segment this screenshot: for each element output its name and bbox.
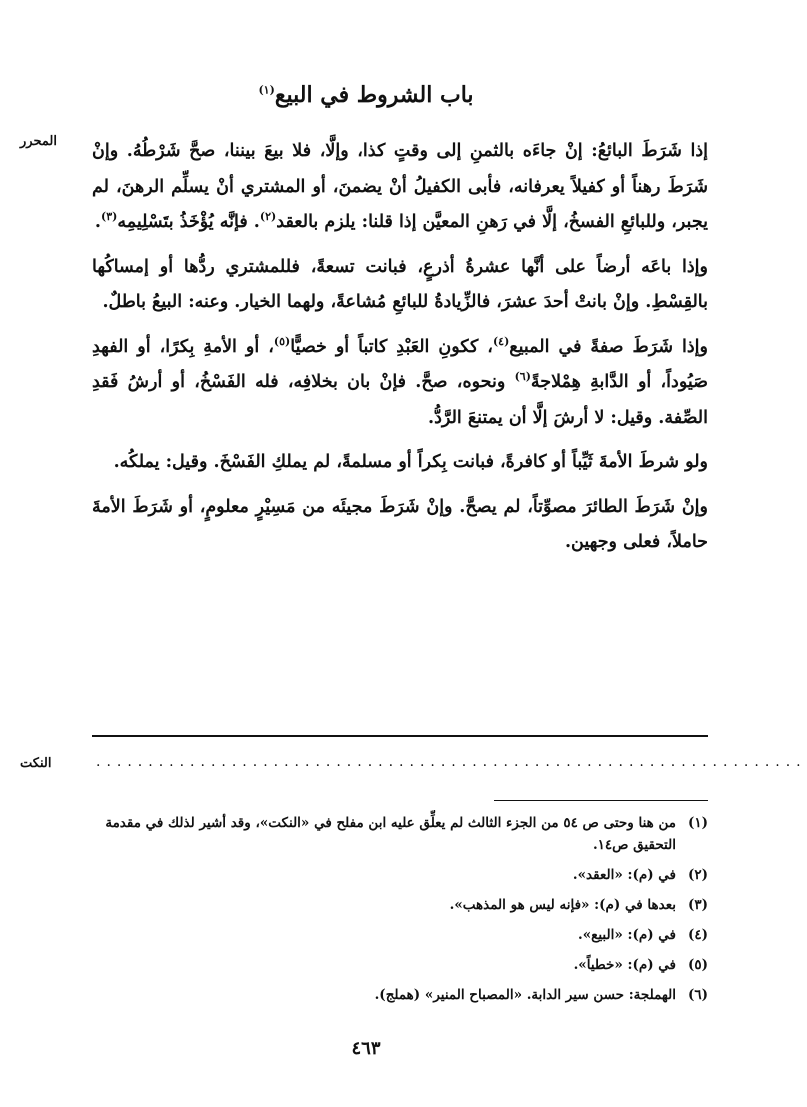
footnote-ref-3: (٣) bbox=[100, 210, 118, 224]
footnote-item bbox=[80, 864, 708, 886]
footnote-number: (١) bbox=[687, 815, 708, 831]
footnote-number: (٣) bbox=[687, 897, 708, 913]
paragraph-1-text-b: . فإنَّه يُؤْخَذُ بتَسْلِيمِه bbox=[117, 212, 260, 232]
footnote-number: (٤) bbox=[687, 927, 708, 943]
footnote-ref-4: (٤) bbox=[492, 334, 510, 348]
footnote-item bbox=[80, 894, 708, 916]
footnote-text: بعدها في (م): «فإنه ليس هو المذهب». bbox=[449, 897, 676, 913]
paragraph-3-text-b: ، ككونِ العَبْدِ كاتباً أو خصيًّا bbox=[290, 336, 493, 357]
footnote-text: في (م): «خطياً». bbox=[573, 957, 676, 973]
paragraph-4: ولو شرطَ الأمةَ ثَيِّباً أو كافرةً، فبانت بِكراً أو مسلمةً، لم يملكِ الفَسْخَ. وقيل: يملكُه. bbox=[113, 452, 708, 472]
paragraph-5: وإنْ شَرَطَ الطائرَ مصوِّتاً، لم يصحَّ. وإنْ شَرَطَ مجيئَه من مَسِيْرٍ معلومٍ، أو شَرَطَ الأمةَ حاملاً، فعلى وجهين. bbox=[92, 496, 708, 552]
footnotes bbox=[80, 812, 708, 1014]
page-number: ٤٦٣ bbox=[351, 1038, 381, 1059]
footnote-ref-6: (٦) bbox=[514, 370, 531, 384]
footnote-item bbox=[80, 924, 708, 946]
footnote-number: (٦) bbox=[687, 987, 708, 1003]
nukat-dotted-line: .................................................................... bbox=[96, 754, 807, 770]
main-text bbox=[92, 134, 708, 570]
paragraph-1-text-a: إذا شَرَطَ البائعُ: إنْ جاءَه بالثمنِ إلى وقتٍ كذا، وإلَّا، فلا بيعَ بيننا، صحَّ شَرْطُهُ. وإنْ شَرَطَ رهناً أو كفيلاً يعرفانه، فأبى الكفيلُ أنْ يضمنَ، أو المشتري أنْ يسلِّم الرهنَ، لم يجبر، وللبائعِ الفسخُ، إلَّا في رَهنِ المعيَّن إذا قلنا: يلزم بالعقد bbox=[92, 141, 708, 232]
paragraph-1 bbox=[92, 134, 708, 241]
paragraph-3 bbox=[92, 330, 708, 437]
paragraph-1-text-c: . bbox=[94, 212, 101, 232]
footnote-text: من هنا وحتى ص ٥٤ من الجزء الثالث لم يعلِّق عليه ابن مفلح في «النكت»، وقد أشير لذلك في مقدمة التحقيق ص١٤. bbox=[105, 815, 676, 853]
chapter-title bbox=[80, 82, 652, 108]
paragraph-3-text-c: ، أو الأمةِ بِكرًا، أو الفهدِ صَيُوداً، أو الدَّابةِ هِمْلاجةً bbox=[92, 336, 709, 392]
paragraph-3-text-d: ونحوه، صحَّ. فإنْ بان بخلافِه، فله الفَسْخُ، أو أرشُ فَقدِ الصِّفة. وقيل: لا أرشَ إلَّا أن يمتنعَ الرَّدُّ. bbox=[92, 372, 708, 428]
footnote-text: في (م): «العقد». bbox=[572, 867, 676, 883]
paragraph-2: وإذا باعَه أرضاً على أنَّها عشرةُ أذرعٍ، فبانت تسعةً، فللمشتري ردُّها أو إمساكُها بالقِسْطِ. وإنْ بانتْ أحدَ عشرَ، فالزِّيادةُ للبائعِ مُشاعةً، ولهما الخيار. وعنه: البيعُ باطلٌ. bbox=[92, 256, 708, 312]
footnote-text: الهملجة: حسن سير الدابة. «المصباح المنير» (هملج). bbox=[374, 987, 676, 1003]
footnote-item bbox=[80, 954, 708, 976]
footnote-ref-2: (٢) bbox=[259, 210, 277, 224]
chapter-title-footnote-ref: (١) bbox=[258, 83, 275, 97]
section-divider bbox=[92, 735, 708, 737]
footnote-item bbox=[80, 984, 708, 1006]
footnote-ref-5: (٥) bbox=[273, 334, 291, 348]
paragraph-3-text-a: وإذا شَرَطَ صفةً في المبيع bbox=[509, 336, 708, 357]
footnote-number: (٢) bbox=[687, 867, 708, 883]
side-label-nukat: النكت bbox=[20, 756, 52, 771]
footnote-number: (٥) bbox=[687, 957, 708, 973]
side-label-muharrar: المحرر bbox=[20, 134, 57, 149]
chapter-title-text: باب الشروط في البيع bbox=[274, 82, 474, 108]
footnote-item bbox=[80, 812, 708, 856]
footnote-text: في (م): «البيع». bbox=[578, 927, 676, 943]
footnote-divider bbox=[494, 800, 708, 801]
